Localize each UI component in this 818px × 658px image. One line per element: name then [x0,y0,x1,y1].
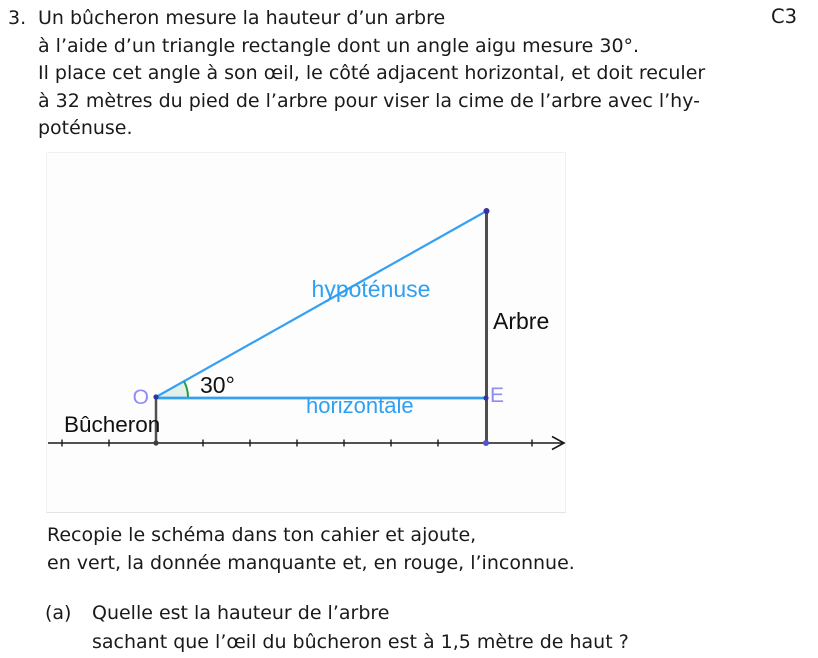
angle-value-label: 30° [200,372,235,398]
point-o [153,394,158,399]
lumberjack-foot-point [153,440,158,445]
hypotenuse-label: hypoténuse [311,276,431,302]
hypotenuse-line [156,211,487,397]
point-e-label: E [490,384,505,407]
question-a-label: (a) [45,602,72,624]
problem-number: 3. [8,7,27,29]
point-o-label: O [132,386,149,409]
tree-label: Arbre [493,308,550,334]
problem-line: Il place cet angle à son œil, le côté adjacent horizontal, et doit reculer [38,62,706,84]
instruction-line: Recopie le schéma dans ton cahier et ajoute, [47,524,477,546]
point-e [483,395,488,400]
instruction-line: en vert, la donnée manquante et, en rouge, l’inconnue. [47,552,575,574]
problem-line: poténuse. [38,117,133,139]
problem-line: à 32 mètres du pied de l’arbre pour viser la cime de l’arbre avec l’hy- [38,89,700,112]
lumberjack-label: Bûcheron [64,412,161,437]
competency-tag: C3 [771,5,798,28]
diagram-svg [46,152,567,514]
tree-foot-point [483,440,489,446]
tree-top-point [484,208,490,214]
question-a-line: sachant que l’œil du bûcheron est à 1,5 mètre de haut ? [92,631,629,653]
horizontal-label: horizontale [306,393,414,418]
triangle-diagram [46,152,566,513]
problem-line: Un bûcheron mesure la hauteur d’un arbre [38,7,446,29]
problem-line: à l’aide d’un triangle rectangle dont un angle aigu mesure 30°. [38,34,640,57]
question-a-line: Quelle est la hauteur de l’arbre [92,602,390,624]
